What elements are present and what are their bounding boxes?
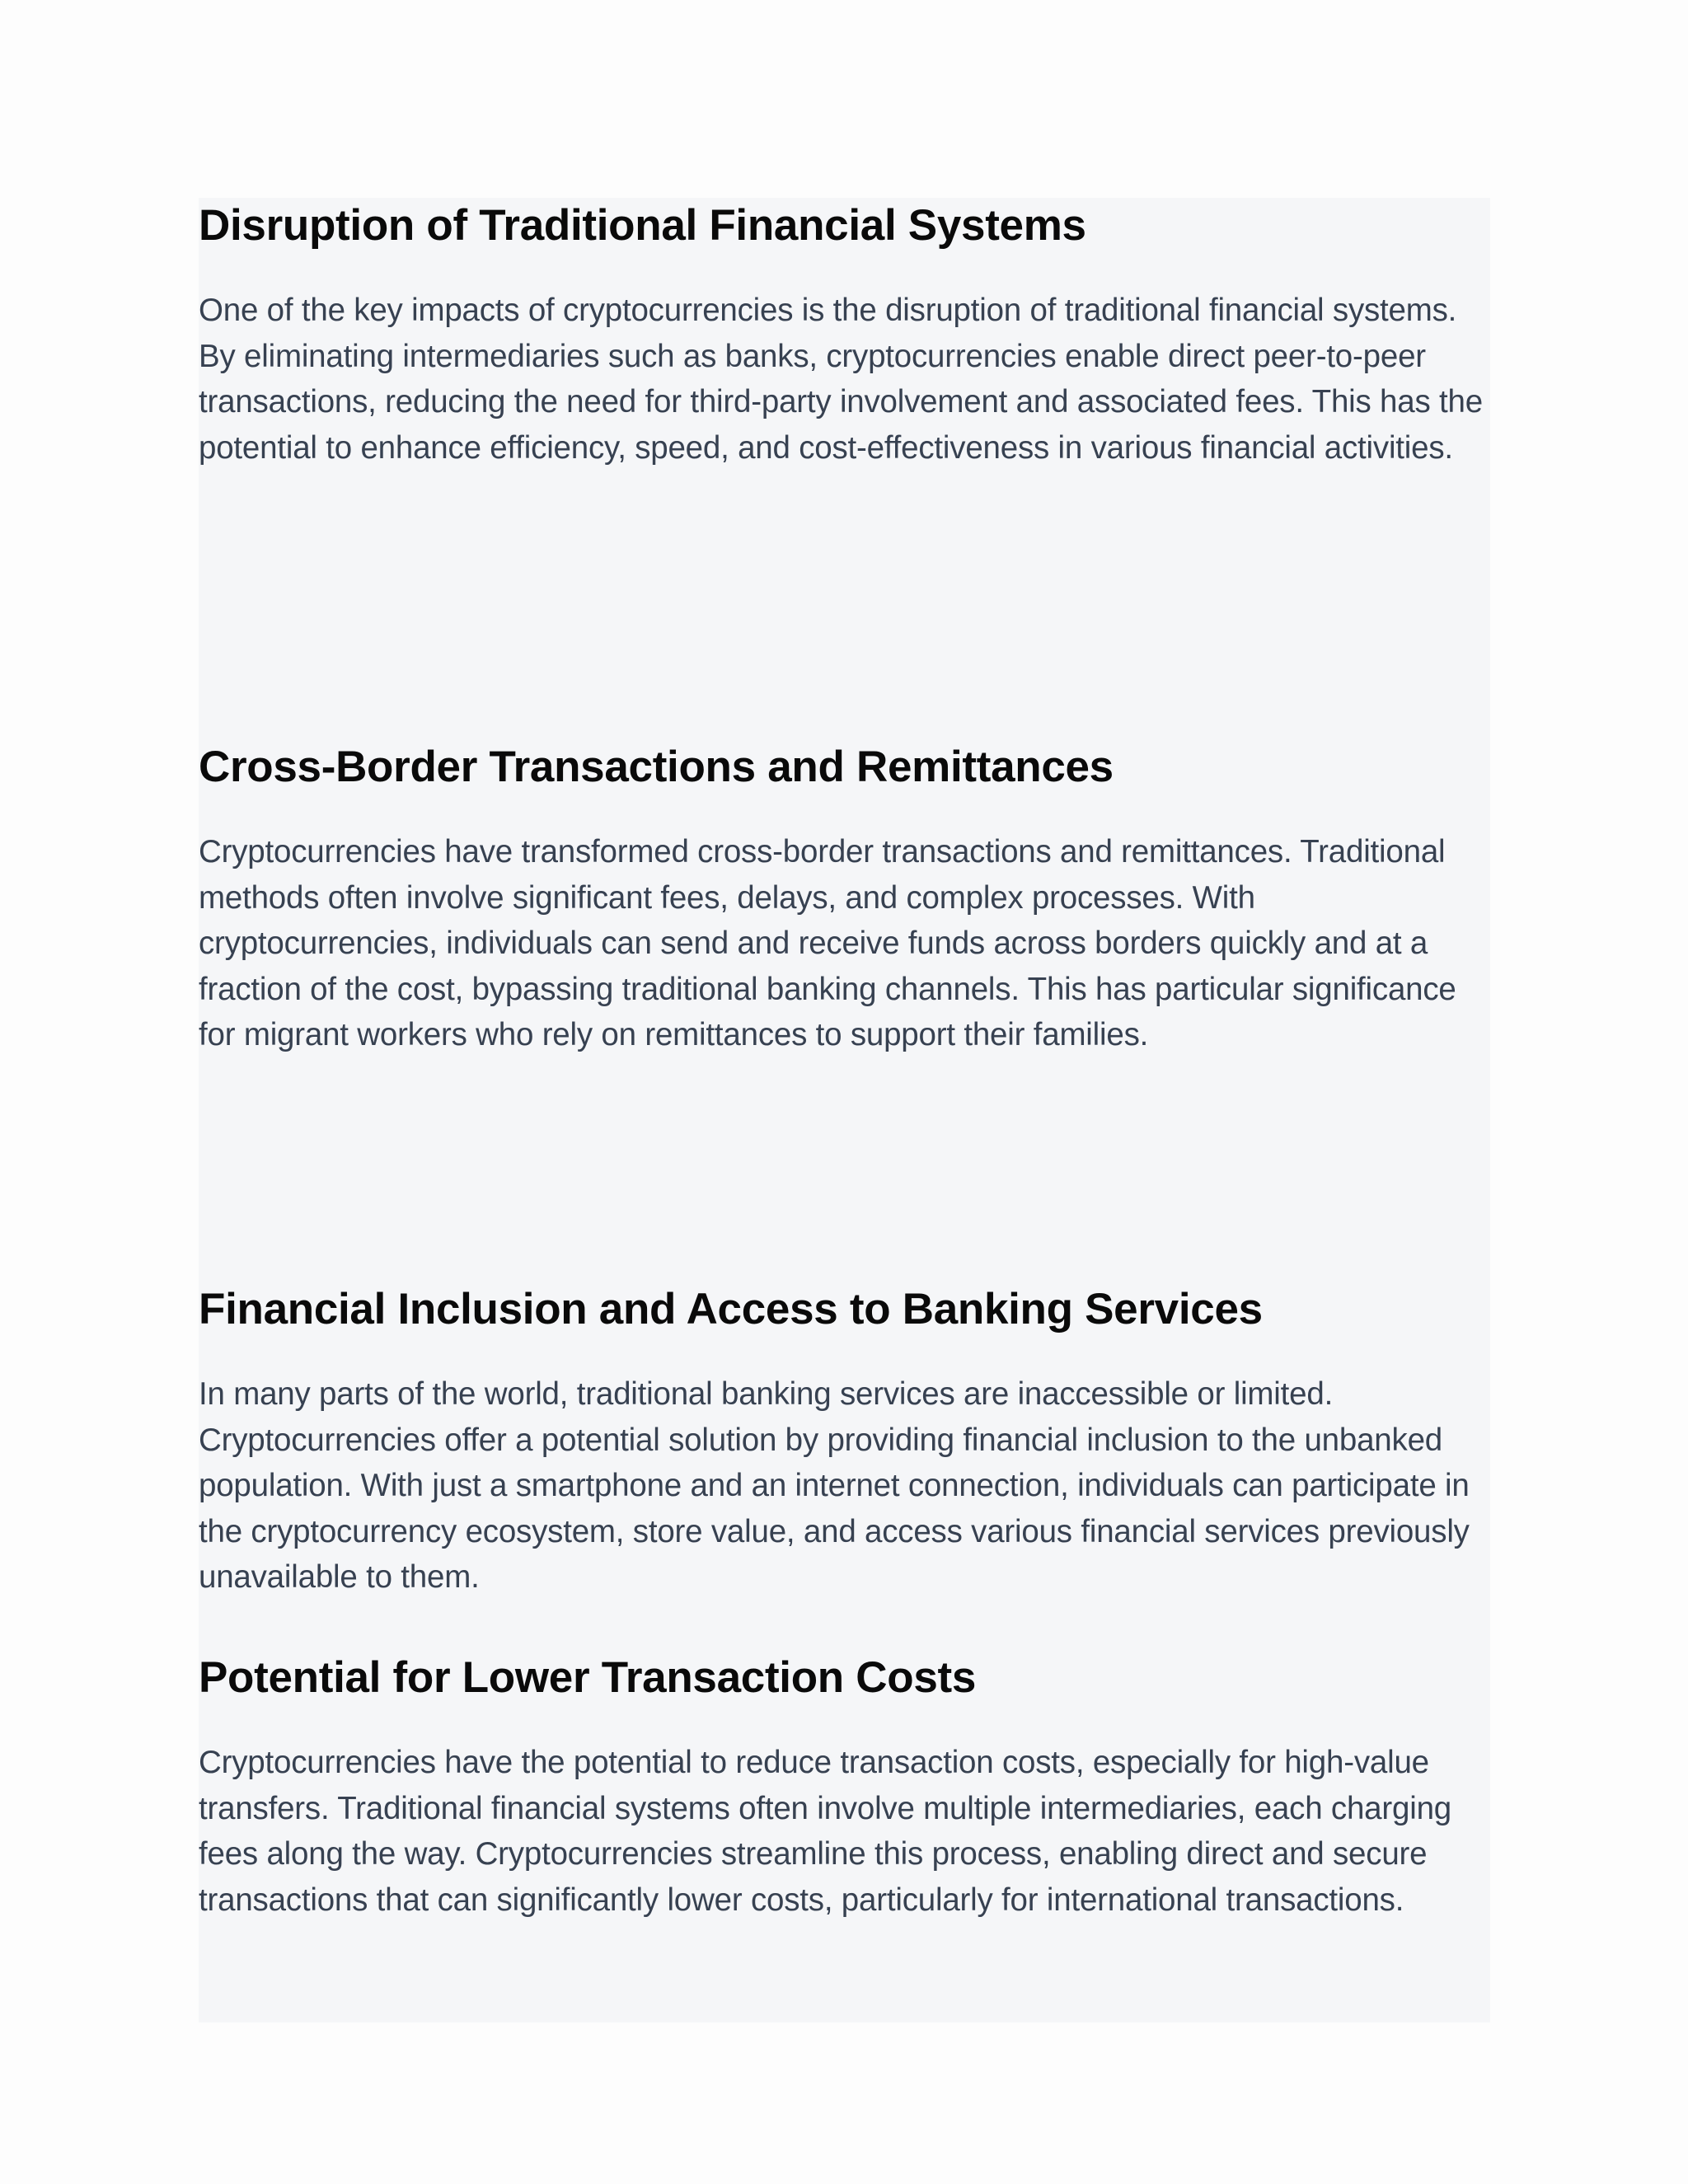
section-paragraph: In many parts of the world, traditional banking services are inaccessible or limited. Cryptocurrencies offer a potential solution by providing financial inclusion to the unbanked population. With just a smartphone and an internet connection, individuals can participate in the cryptocurrency ecosystem, store value, and access various financial services previously unavailable to them.	[199, 1376, 1470, 1595]
section-heading: Disruption of Traditional Financial Systems	[199, 201, 1086, 250]
section-disruption-of-traditional-financial-systems	[199, 199, 1490, 471]
section-lower-transaction-costs	[199, 1651, 1490, 1923]
section-paragraph: Cryptocurrencies have transformed cross-border transactions and remittances. Traditional methods often involve significant fees, delays, and complex processes. With cryptocurrencies, individuals can send and receive funds across borders quickly and at a fraction of the cost, bypassing traditional banking channels. This has particular significance for migrant workers who rely on remittances to support their families.	[199, 834, 1456, 1052]
section-heading: Potential for Lower Transaction Costs	[199, 1653, 977, 1702]
section-heading: Cross-Border Transactions and Remittances	[199, 743, 1114, 791]
section-heading: Financial Inclusion and Access to Banking Services	[199, 1285, 1263, 1333]
section-paragraph: Cryptocurrencies have the potential to reduce transaction costs, especially for high-value transfers. Traditional financial systems often involve multiple intermediaries, each charging fees along the way. Cryptocurrencies streamline this process, enabling direct and secure transactions that can significantly lower costs, particularly for international transactions.	[199, 1745, 1451, 1918]
section-financial-inclusion	[199, 1282, 1490, 1601]
section-cross-border-transactions	[199, 740, 1490, 1058]
section-paragraph: One of the key impacts of cryptocurrencies is the disruption of traditional financial systems. By eliminating intermediaries such as banks, cryptocurrencies enable direct peer-to-peer transactions, reducing the need for third-party involvement and associated fees. This has the potential to enhance efficiency, speed, and cost-effectiveness in various financial activities.	[199, 293, 1483, 466]
